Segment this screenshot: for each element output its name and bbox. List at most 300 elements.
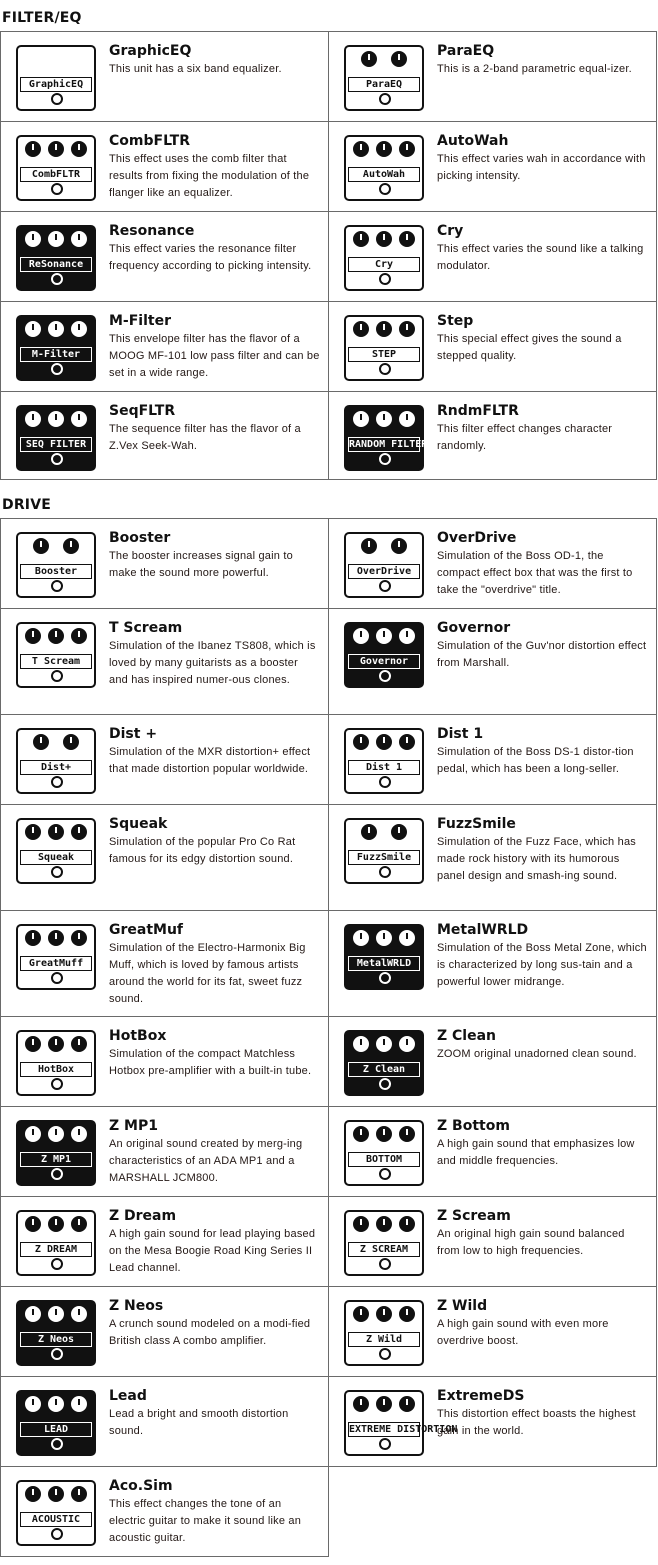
effect-card	[328, 608, 657, 715]
effect-description: A high gain sound for lead playing based on the Mesa Boogie Road King Series II Lead channel.	[109, 1228, 316, 1274]
knob-icon	[63, 734, 79, 750]
knob-icon	[48, 321, 64, 337]
knob-icon	[353, 231, 369, 247]
effect-name: T Scream	[109, 620, 183, 636]
effect-description: Simulation of the MXR distortion+ effect that made distortion popular worldwide.	[109, 746, 311, 775]
pedal-illustration	[9, 38, 103, 118]
pedal-panel-label: BOTTOM	[348, 1152, 420, 1167]
pedal-panel-label: Dist 1	[348, 760, 420, 775]
footswitch-icon	[51, 1258, 63, 1270]
knob-icon	[25, 231, 41, 247]
pedal-illustration	[337, 128, 431, 208]
pedal-illustration	[9, 1203, 103, 1283]
effect-row	[0, 1106, 658, 1197]
footswitch-icon	[379, 93, 391, 105]
effect-row	[0, 391, 658, 480]
pedal-illustration	[9, 525, 103, 605]
effect-description: A crunch sound modeled on a modi-fied British class A combo amplifier.	[109, 1318, 311, 1347]
effect-row	[0, 31, 658, 122]
effect-name: Z MP1	[109, 1118, 158, 1134]
knob-icon	[25, 411, 41, 427]
effect-row	[0, 1196, 658, 1287]
pedal-illustration	[9, 1473, 103, 1553]
knob-icon	[376, 321, 392, 337]
pedal-illustration	[9, 1293, 103, 1373]
knob-icon	[399, 321, 415, 337]
effect-card	[328, 1196, 657, 1287]
pedal-icon	[16, 1480, 96, 1546]
footswitch-icon	[51, 273, 63, 285]
pedal-panel-label: GreatMuff	[20, 956, 92, 971]
pedal-icon	[344, 1300, 424, 1366]
pedal-illustration	[337, 38, 431, 118]
effect-card	[0, 518, 329, 609]
knob-icon	[399, 1126, 415, 1142]
footswitch-icon	[51, 1348, 63, 1360]
knob-icon	[361, 824, 377, 840]
knob-icon	[376, 1036, 392, 1052]
knob-icon	[71, 1486, 87, 1502]
knob-icon	[376, 930, 392, 946]
pedal-illustration	[9, 1113, 103, 1193]
pedal-illustration	[337, 917, 431, 997]
effect-description: This effect varies the sound like a talking modulator.	[437, 243, 644, 272]
effect-card	[0, 608, 329, 715]
effect-description: This unit has a six band equalizer.	[109, 63, 282, 75]
knob-icon	[48, 411, 64, 427]
knob-icon	[353, 1396, 369, 1412]
pedal-panel-label: OverDrive	[348, 564, 420, 579]
pedal-panel-label: HotBox	[20, 1062, 92, 1077]
pedal-illustration	[337, 811, 431, 891]
pedal-icon	[16, 1120, 96, 1186]
knob-icon	[399, 734, 415, 750]
effect-card	[0, 804, 329, 911]
effect-name: Z Neos	[109, 1298, 164, 1314]
effect-row	[0, 518, 658, 609]
pedal-illustration	[9, 218, 103, 298]
effect-card	[0, 1376, 329, 1467]
drive-grid	[0, 518, 658, 1557]
effect-row	[0, 211, 658, 302]
knob-icon	[25, 1306, 41, 1322]
effect-name: Squeak	[109, 816, 168, 832]
effect-description: The sequence filter has the flavor of a Z.Vex Seek-Wah.	[109, 423, 301, 452]
pedal-panel-label: T Scream	[20, 654, 92, 669]
effect-description: Simulation of the Electro-Harmonix Big Muff, which is loved by famous artists around the world for its fat, sweet fuzz sound.	[109, 942, 306, 1005]
pedal-icon	[344, 405, 428, 471]
effect-card	[328, 1106, 657, 1197]
pedal-panel-label: Z MP1	[20, 1152, 92, 1167]
knob-icon	[353, 1126, 369, 1142]
knob-icon	[25, 930, 41, 946]
effect-name: Aco.Sim	[109, 1478, 173, 1494]
knob-icon	[25, 1486, 41, 1502]
footswitch-icon	[379, 183, 391, 195]
pedal-illustration	[9, 398, 103, 478]
footswitch-icon	[51, 866, 63, 878]
pedal-illustration	[337, 721, 431, 801]
effect-card	[328, 121, 657, 212]
pedal-illustration	[337, 1113, 431, 1193]
footswitch-icon	[51, 776, 63, 788]
knob-icon	[399, 411, 415, 427]
effect-description: ZOOM original unadorned clean sound.	[437, 1048, 637, 1060]
pedal-icon	[16, 728, 96, 794]
effect-card	[0, 31, 329, 122]
pedal-icon	[16, 1210, 96, 1276]
section-title-drive: DRIVE	[2, 497, 52, 513]
effect-row	[0, 1466, 658, 1557]
effect-description: Simulation of the Ibanez TS808, which is loved by many guitarists as a booster and has inspired numer-ous clones.	[109, 640, 316, 686]
effect-row	[0, 1376, 658, 1467]
pedal-panel-label: SEQ FILTER	[20, 437, 92, 452]
effect-card	[328, 518, 657, 609]
pedal-icon	[16, 1390, 96, 1456]
effect-description: Simulation of the Guv'nor distortion effect from Marshall.	[437, 640, 647, 669]
pedal-illustration	[9, 721, 103, 801]
pedal-panel-label: ReSonance	[20, 257, 92, 272]
pedal-panel-label: ACOUSTIC	[20, 1512, 92, 1527]
effect-description: This effect varies wah in accordance with picking intensity.	[437, 153, 646, 182]
footswitch-icon	[51, 1438, 63, 1450]
knob-icon	[71, 411, 87, 427]
pedal-icon	[16, 315, 96, 381]
footswitch-icon	[379, 1078, 391, 1090]
knob-icon	[71, 1216, 87, 1232]
footswitch-icon	[379, 1168, 391, 1180]
knob-icon	[48, 628, 64, 644]
pedal-icon	[16, 135, 96, 201]
pedal-icon	[344, 728, 424, 794]
knob-icon	[48, 141, 64, 157]
footswitch-icon	[379, 866, 391, 878]
knob-icon	[71, 1306, 87, 1322]
knob-icon	[376, 628, 392, 644]
pedal-panel-label: MetalWRLD	[348, 956, 420, 971]
effect-card	[0, 1196, 329, 1287]
knob-icon	[353, 628, 369, 644]
effect-row	[0, 804, 658, 911]
pedal-icon	[344, 532, 424, 598]
pedal-panel-label: Dist+	[20, 760, 92, 775]
pedal-icon	[344, 1210, 424, 1276]
effect-name: ParaEQ	[437, 43, 495, 59]
pedal-illustration	[9, 811, 103, 891]
effect-card	[0, 714, 329, 805]
pedal-icon	[344, 315, 424, 381]
footswitch-icon	[379, 1348, 391, 1360]
footswitch-icon	[379, 670, 391, 682]
pedal-illustration	[337, 525, 431, 605]
effect-name: Z Clean	[437, 1028, 497, 1044]
pedal-panel-label: LEAD	[20, 1422, 92, 1437]
effect-description: This special effect gives the sound a stepped quality.	[437, 333, 622, 362]
pedal-panel-label: GraphicEQ	[20, 77, 92, 92]
pedal-panel-label: Cry	[348, 257, 420, 272]
pedal-panel-label: Z Neos	[20, 1332, 92, 1347]
pedal-illustration	[337, 1023, 431, 1103]
pedal-icon	[16, 1030, 96, 1096]
effect-card	[328, 211, 657, 302]
effect-name: Z Bottom	[437, 1118, 510, 1134]
effect-description: This filter effect changes character randomly.	[437, 423, 613, 452]
pedal-icon	[344, 225, 424, 291]
effect-name: M-Filter	[109, 313, 171, 329]
knob-icon	[48, 930, 64, 946]
knob-icon	[63, 538, 79, 554]
effect-card	[328, 31, 657, 122]
knob-icon	[353, 141, 369, 157]
effect-card	[0, 301, 329, 392]
footswitch-icon	[379, 363, 391, 375]
knob-icon	[48, 1216, 64, 1232]
pedal-icon	[344, 622, 424, 688]
knob-icon	[361, 51, 377, 67]
effect-card	[328, 1376, 657, 1467]
section-title-filter-eq: FILTER/EQ	[2, 10, 82, 26]
pedal-icon	[16, 405, 96, 471]
effect-description: An original high gain sound balanced from low to high frequencies.	[437, 1228, 625, 1257]
pedal-panel-label: AutoWah	[348, 167, 420, 182]
pedal-illustration	[337, 1293, 431, 1373]
effect-name: OverDrive	[437, 530, 517, 546]
knob-icon	[48, 1306, 64, 1322]
footswitch-icon	[379, 1438, 391, 1450]
pedal-icon	[16, 1300, 96, 1366]
effect-description: This effect changes the tone of an electric guitar to make it sound like an acoustic guitar.	[109, 1498, 302, 1544]
effect-name: Resonance	[109, 223, 195, 239]
knob-icon	[399, 231, 415, 247]
effect-name: AutoWah	[437, 133, 509, 149]
effect-description: This envelope filter has the flavor of a MOOG MF-101 low pass filter and can be set in a wide range.	[109, 333, 320, 379]
pedal-icon	[344, 1030, 424, 1096]
knob-icon	[48, 1486, 64, 1502]
pedal-icon	[344, 924, 424, 990]
footswitch-icon	[51, 453, 63, 465]
effect-card	[328, 1286, 657, 1377]
pedal-panel-label: RANDOM FILTER	[349, 439, 428, 450]
knob-icon	[25, 1126, 41, 1142]
footswitch-icon	[379, 453, 391, 465]
pedal-icon	[344, 45, 424, 111]
effect-card	[328, 910, 657, 1017]
effect-card	[0, 910, 329, 1017]
effect-description: Lead a bright and smooth distortion sound.	[109, 1408, 289, 1437]
effect-description: An original sound created by merg-ing characteristics of an ADA MP1 and a MARSHALL JCM800.	[109, 1138, 303, 1184]
knob-icon	[399, 628, 415, 644]
footswitch-icon	[51, 972, 63, 984]
effect-name: Z Wild	[437, 1298, 488, 1314]
pedal-icon	[16, 45, 96, 111]
footswitch-icon	[51, 93, 63, 105]
pedal-illustration	[337, 218, 431, 298]
knob-icon	[399, 1216, 415, 1232]
knob-icon	[353, 1036, 369, 1052]
knob-icon	[353, 1216, 369, 1232]
knob-icon	[361, 538, 377, 554]
footswitch-icon	[51, 580, 63, 592]
filter-eq-grid	[0, 31, 658, 480]
effect-name: Dist +	[109, 726, 158, 742]
pedal-illustration	[337, 1383, 458, 1463]
pedal-panel-label: CombFLTR	[20, 167, 92, 182]
footswitch-icon	[379, 776, 391, 788]
footswitch-icon	[379, 580, 391, 592]
knob-icon	[376, 1126, 392, 1142]
pedal-panel-label: FuzzSmile	[348, 850, 420, 865]
effect-name: Governor	[437, 620, 511, 636]
pedal-illustration	[337, 308, 431, 388]
knob-icon	[48, 1126, 64, 1142]
effect-card	[0, 121, 329, 212]
effect-card	[0, 1286, 329, 1377]
footswitch-icon	[51, 1168, 63, 1180]
pedal-illustration	[9, 1023, 103, 1103]
pedal-panel-label: ParaEQ	[348, 77, 420, 92]
knob-icon	[25, 1216, 41, 1232]
effect-description: This distortion effect boasts the highest gain in the world.	[437, 1408, 636, 1437]
pedal-illustration	[9, 308, 103, 388]
knob-icon	[353, 930, 369, 946]
knob-icon	[376, 734, 392, 750]
pedal-panel-label: M-Filter	[20, 347, 92, 362]
pedal-icon	[344, 135, 424, 201]
effect-name: Dist 1	[437, 726, 484, 742]
knob-icon	[376, 1396, 392, 1412]
effect-card	[328, 1016, 657, 1107]
effect-row	[0, 910, 658, 1017]
knob-icon	[71, 1126, 87, 1142]
knob-icon	[25, 321, 41, 337]
effect-name: SeqFLTR	[109, 403, 176, 419]
knob-icon	[376, 1216, 392, 1232]
knob-icon	[25, 141, 41, 157]
pedal-icon	[16, 225, 96, 291]
effect-card	[0, 391, 329, 480]
pedal-illustration	[9, 615, 103, 695]
effect-name: Cry	[437, 223, 464, 239]
effect-name: Z Dream	[109, 1208, 177, 1224]
pedal-panel-label: STEP	[348, 347, 420, 362]
pedal-illustration	[337, 1203, 431, 1283]
effect-description: This effect uses the comb filter that results from fixing the modulation of the flanger like an equalizer.	[109, 153, 310, 199]
knob-icon	[353, 321, 369, 337]
footswitch-icon	[379, 972, 391, 984]
effect-name: Step	[437, 313, 474, 329]
effect-card	[0, 1016, 329, 1107]
knob-icon	[33, 538, 49, 554]
pedal-panel-label: Z SCREAM	[348, 1242, 420, 1257]
knob-icon	[48, 231, 64, 247]
effect-card	[328, 804, 657, 911]
knob-icon	[353, 411, 369, 427]
effect-row	[0, 301, 658, 392]
effect-description: Simulation of the Boss Metal Zone, which is characterized by long sus-tain and a powerful lower midrange.	[437, 942, 647, 988]
pedal-panel-label: Governor	[348, 654, 420, 669]
effect-description: Simulation of the Boss DS-1 distor-tion pedal, which has been a long-seller.	[437, 746, 634, 775]
pedal-icon	[16, 532, 96, 598]
knob-icon	[391, 51, 407, 67]
knob-icon	[391, 538, 407, 554]
effect-row	[0, 121, 658, 212]
knob-icon	[399, 1306, 415, 1322]
knob-icon	[48, 1036, 64, 1052]
pedal-panel-label: Z Clean	[348, 1062, 420, 1077]
knob-icon	[376, 141, 392, 157]
effect-name: FuzzSmile	[437, 816, 516, 832]
knob-icon	[33, 734, 49, 750]
pedal-illustration	[337, 615, 431, 695]
knob-icon	[71, 1036, 87, 1052]
effect-description: A high gain sound that emphasizes low and middle frequencies.	[437, 1138, 635, 1167]
knob-icon	[71, 1396, 87, 1412]
effect-description: Simulation of the popular Pro Co Rat famous for its edgy distortion sound.	[109, 836, 296, 865]
effect-row	[0, 608, 658, 715]
pedal-panel-label: EXTREME DISTORTION	[349, 1424, 458, 1435]
effect-description: The booster increases signal gain to make the sound more powerful.	[109, 550, 293, 579]
pedal-illustration	[337, 398, 431, 478]
effect-description: Simulation of the Boss OD-1, the compact effect box that was the first to take the "overdrive" title.	[437, 550, 633, 596]
effect-description: This effect varies the resonance filter frequency according to picking intensity.	[109, 243, 312, 272]
effect-card	[0, 211, 329, 302]
effect-description: Simulation of the Fuzz Face, which has made rock history with its humorous panel design and smash-ing sound.	[437, 836, 636, 882]
knob-icon	[71, 930, 87, 946]
knob-icon	[48, 1396, 64, 1412]
pedal-panel-label: Z DREAM	[20, 1242, 92, 1257]
knob-icon	[391, 824, 407, 840]
knob-icon	[376, 411, 392, 427]
knob-icon	[71, 628, 87, 644]
pedal-icon	[344, 818, 424, 884]
knob-icon	[71, 231, 87, 247]
pedal-icon	[16, 924, 96, 990]
effect-name: GreatMuf	[109, 922, 184, 938]
effect-description: A high gain sound with even more overdrive boost.	[437, 1318, 609, 1347]
knob-icon	[71, 321, 87, 337]
effect-name: ExtremeDS	[437, 1388, 525, 1404]
pedal-icon	[16, 622, 96, 688]
knob-icon	[376, 231, 392, 247]
effect-card	[328, 301, 657, 392]
effect-description: This is a 2-band parametric equal-izer.	[437, 63, 632, 75]
knob-icon	[25, 628, 41, 644]
knob-icon	[48, 824, 64, 840]
knob-icon	[399, 141, 415, 157]
knob-icon	[71, 824, 87, 840]
knob-icon	[399, 1036, 415, 1052]
footswitch-icon	[51, 670, 63, 682]
effect-description: Simulation of the compact Matchless Hotbox pre-amplifier with a built-in tube.	[109, 1048, 312, 1077]
pedal-illustration	[9, 917, 103, 997]
footswitch-icon	[51, 1078, 63, 1090]
effect-card	[328, 714, 657, 805]
pedal-icon	[344, 1390, 458, 1456]
effect-card	[0, 1106, 329, 1197]
pedal-illustration	[9, 128, 103, 208]
footswitch-icon	[379, 273, 391, 285]
footswitch-icon	[51, 363, 63, 375]
knob-icon	[25, 1396, 41, 1412]
effect-name: Z Scream	[437, 1208, 511, 1224]
effect-name: Lead	[109, 1388, 147, 1404]
knob-icon	[353, 1306, 369, 1322]
effect-name: MetalWRLD	[437, 922, 529, 938]
effect-name: CombFLTR	[109, 133, 190, 149]
footswitch-icon	[379, 1258, 391, 1270]
pedal-illustration	[9, 1383, 103, 1463]
effect-name: Booster	[109, 530, 171, 546]
